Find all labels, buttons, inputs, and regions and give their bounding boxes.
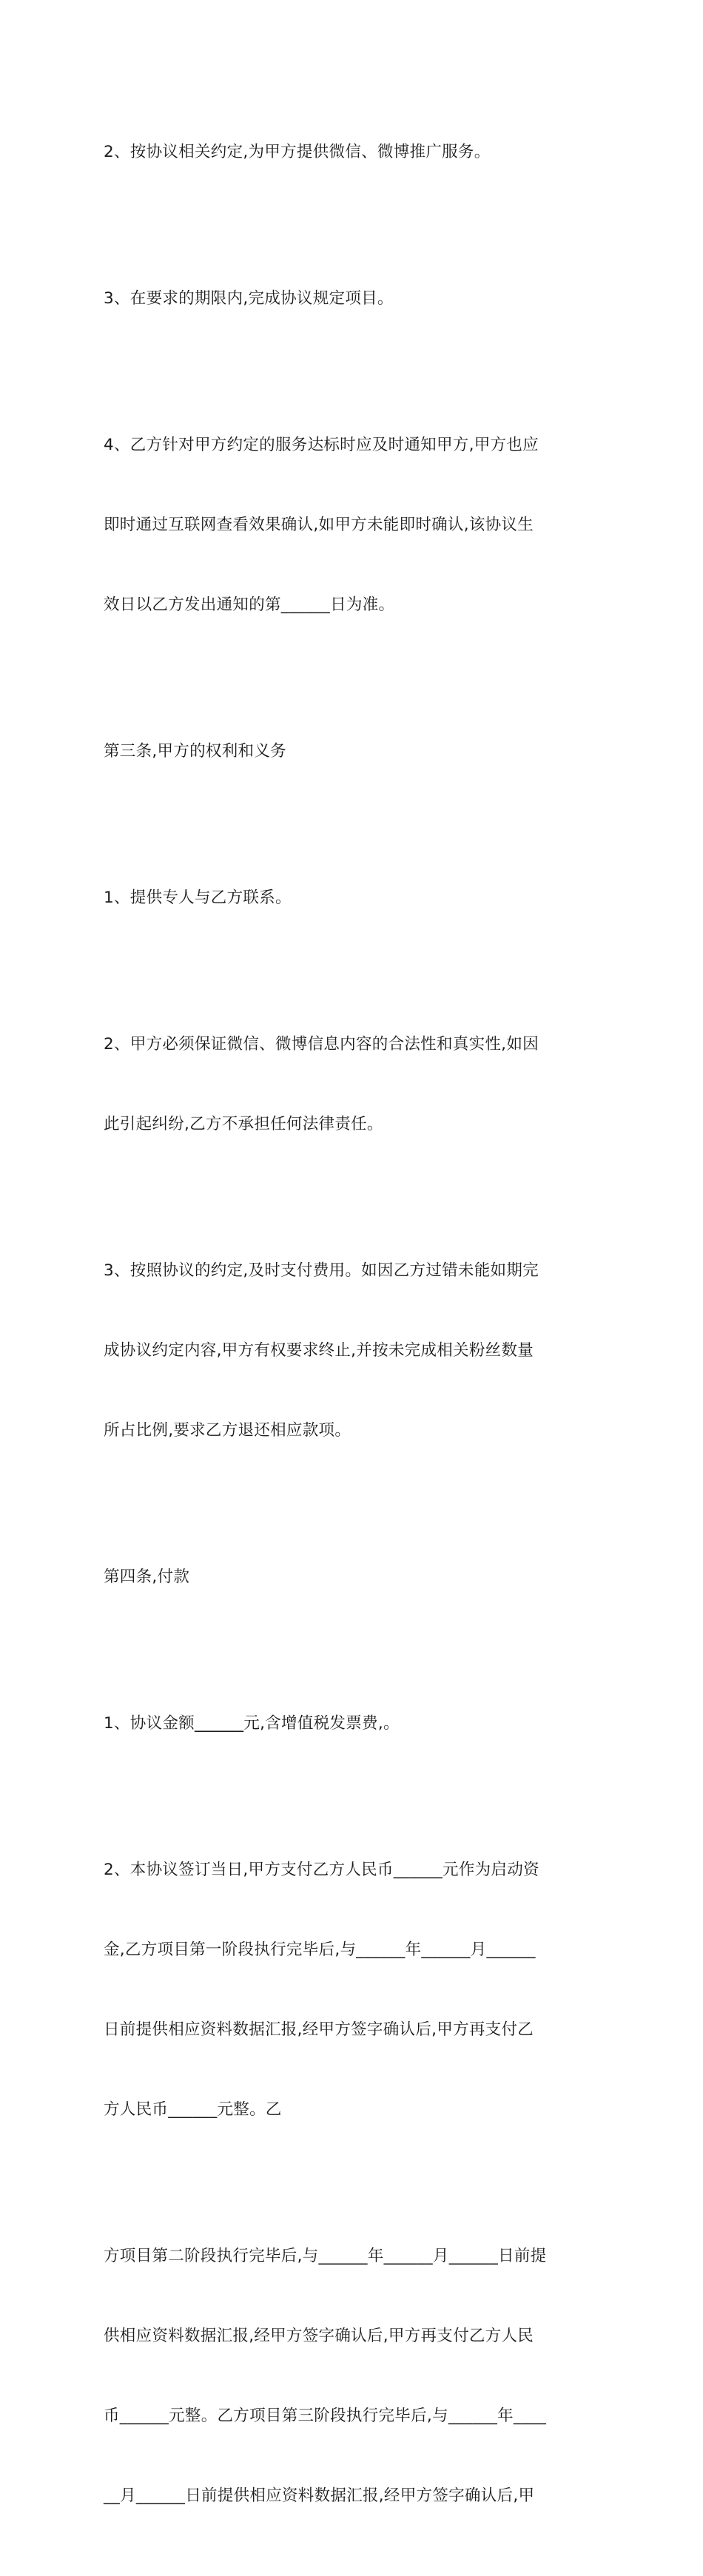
text-line: 成协议约定内容,甲方有权要求终止,并按未完成相关粉丝数量 <box>104 1341 534 1360</box>
paragraph-service-2 <box>104 86 607 219</box>
text-line: 1、协议金额______元,含增值税发票费,。 <box>104 1714 400 1733</box>
heading-line: 第四条,付款 <box>104 1568 190 1586</box>
text-line: 3、按照协议的约定,及时支付费用。如因乙方过错未能如期完 <box>104 1261 539 1280</box>
paragraph-payment-2-continued <box>104 2190 607 2563</box>
paragraph-party-a-2 <box>104 978 607 1191</box>
text-line: 方人民币______元整。乙 <box>104 2100 282 2119</box>
text-line: 1、提供专人与乙方联系。 <box>104 889 292 907</box>
paragraph-party-a-3 <box>104 1204 607 1497</box>
text-line: 此引起纠纷,乙方不承担任何法律责任。 <box>104 1115 383 1133</box>
section-heading-article-4 <box>104 1511 607 1644</box>
text-line: __月______日前提供相应资料数据汇报,经甲方签字确认后,甲 <box>104 2486 535 2505</box>
text-line: 供相应资料数据汇报,经甲方签字确认后,甲方再支付乙方人民 <box>104 2327 534 2345</box>
paragraph-service-3 <box>104 232 607 365</box>
text-line: 2、甲方必须保证微信、微博信息内容的合法性和真实性,如因 <box>104 1035 539 1053</box>
text-line: 即时通过互联网查看效果确认,如甲方未能即时确认,该协议生 <box>104 516 534 534</box>
paragraph-payment-1 <box>104 1657 607 1790</box>
text-line: 金,乙方项目第一阶段执行完毕后,与______年______月______ <box>104 1941 536 1959</box>
text-line: 币______元整。乙方项目第三阶段执行完毕后,与______年____ <box>104 2407 547 2425</box>
text-line: 效日以乙方发出通知的第______日为准。 <box>104 596 395 614</box>
text-line: 日前提供相应资料数据汇报,经甲方签字确认后,甲方再支付乙 <box>104 2020 534 2039</box>
text-line: 4、乙方针对甲方约定的服务达标时应及时通知甲方,甲方也应 <box>104 436 539 454</box>
paragraph-service-4 <box>104 379 607 672</box>
text-line: 方项目第二阶段执行完毕后,与______年______月______日前提 <box>104 2247 547 2265</box>
document-body <box>104 86 607 2576</box>
text-line: 3、在要求的期限内,完成协议规定项目。 <box>104 289 394 308</box>
heading-line: 第三条,甲方的权利和义务 <box>104 742 286 761</box>
section-heading-article-3 <box>104 685 607 818</box>
paragraph-payment-2 <box>104 1804 607 2177</box>
text-line: 2、按协议相关约定,为甲方提供微信、微博推广服务。 <box>104 143 491 161</box>
text-line: 所占比例,要求乙方退还相应款项。 <box>104 1421 352 1440</box>
paragraph-party-a-1 <box>104 832 607 965</box>
text-line: 2、本协议签订当日,甲方支付乙方人民币______元作为启动资 <box>104 1861 539 1879</box>
